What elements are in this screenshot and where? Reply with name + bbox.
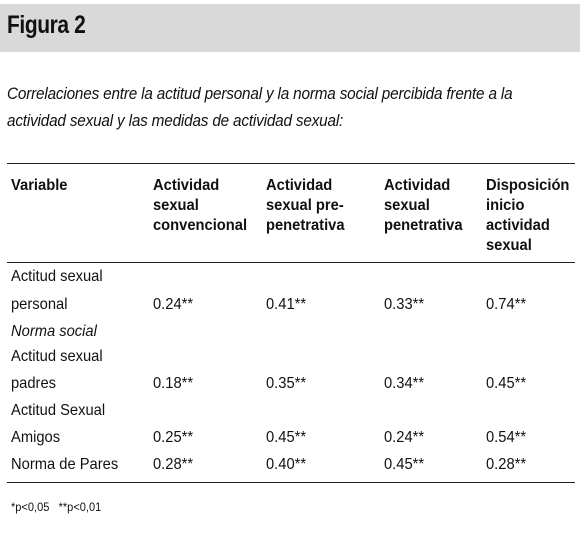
header-line: penetrativa [384, 217, 463, 234]
table-cell: 0.33** [384, 296, 425, 313]
table-cell: 0.18** [153, 375, 194, 392]
table-bottom-rule [7, 482, 575, 483]
row-label: Actitud sexual [11, 348, 103, 365]
header-line: Actividad [384, 177, 451, 194]
table-cell: 0.35** [266, 375, 307, 392]
row-label: Amigos [11, 429, 61, 446]
caption-line-2: actividad sexual y las medidas de actividad sexual: [7, 111, 344, 130]
row-label: Norma de Pares [11, 456, 119, 473]
row-section-label: Norma social [11, 323, 97, 340]
header-actividad-convencional [153, 176, 247, 236]
table-cell: 0.41** [266, 296, 307, 313]
header-line: convencional [153, 217, 248, 234]
header-line: penetrativa [266, 217, 345, 234]
table-cell: 0.28** [486, 456, 527, 473]
figure-header-band [0, 4, 580, 52]
table-cell: 0.24** [384, 429, 425, 446]
table-cell: 0.25** [153, 429, 194, 446]
header-line: sexual [384, 197, 430, 214]
table-cell: 0.24** [153, 296, 194, 313]
table-cell: 0.45** [266, 429, 307, 446]
header-line: Disposición [486, 177, 570, 194]
header-line: sexual [486, 237, 532, 254]
footnote-p01: **p<0,01 [58, 500, 102, 514]
footnote [11, 500, 101, 514]
header-variable [11, 176, 67, 196]
row-label: personal [11, 296, 68, 313]
header-variable-line: Variable [11, 177, 68, 194]
caption-line-1: Correlaciones entre la actitud personal y la norma social percibida frente a la [7, 84, 513, 103]
header-line: sexual [153, 197, 199, 214]
footnote-p05: *p<0,05 [11, 500, 50, 514]
row-label: padres [11, 375, 57, 392]
figure-label: Figura 2 [7, 11, 86, 39]
header-actividad-penetrativa [384, 176, 463, 236]
header-line: sexual pre- [266, 197, 344, 214]
row-label: Actitud sexual [11, 268, 103, 285]
figure-caption [7, 80, 529, 134]
header-line: inicio [486, 197, 525, 214]
table-cell: 0.40** [266, 456, 307, 473]
table-cell: 0.54** [486, 429, 527, 446]
header-disposicion-inicio [486, 176, 569, 256]
table-cell: 0.45** [486, 375, 527, 392]
row-label: Actitud Sexual [11, 402, 106, 419]
table-cell: 0.74** [486, 296, 527, 313]
table-top-rule [7, 163, 575, 164]
table-cell: 0.34** [384, 375, 425, 392]
header-line: Actividad [266, 177, 333, 194]
header-actividad-prepenetrativa [266, 176, 345, 236]
table-header-rule [7, 262, 575, 263]
header-line: Actividad [153, 177, 220, 194]
table-cell: 0.45** [384, 456, 425, 473]
header-line: actividad [486, 217, 550, 234]
table-cell: 0.28** [153, 456, 194, 473]
